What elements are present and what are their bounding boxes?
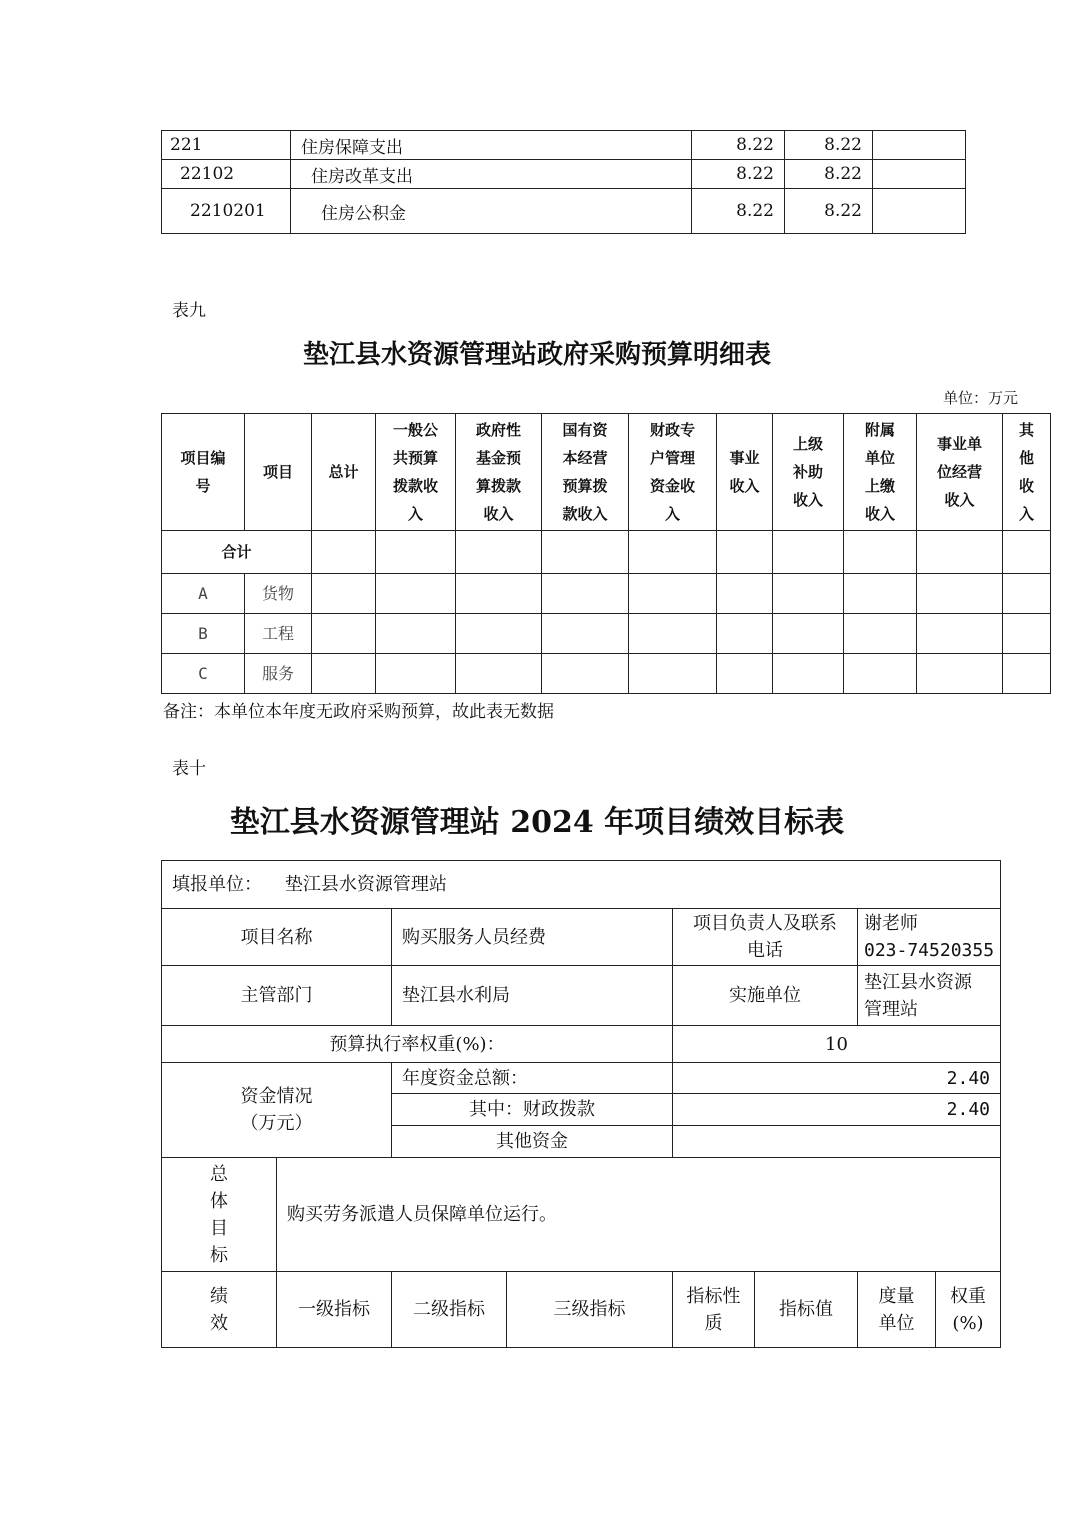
fill-unit-label: 填报单位： <box>172 874 262 895</box>
table9-cell <box>844 574 917 614</box>
table9-header-cell: 附属 单位 上缴 收入 <box>844 414 917 531</box>
expense-value <box>873 131 966 160</box>
table9-cell <box>717 574 773 614</box>
table9-cell <box>629 654 717 694</box>
table9-cell <box>773 574 844 614</box>
table9-title: 垫江县水资源管理站政府采购预算明细表 <box>302 340 771 370</box>
table9-cell <box>542 654 629 694</box>
table9-unit: 单位：万元 <box>943 389 1019 407</box>
table9-header-cell: 项目编 号 <box>162 414 245 531</box>
perf-header-cell: 二级指标 <box>392 1272 507 1348</box>
table9-row-code: C <box>162 654 245 694</box>
table9-cell <box>917 614 1003 654</box>
table9-row-name: 货物 <box>245 574 312 614</box>
goal-value: 购买劳务派遣人员保障单位运行。 <box>277 1158 1001 1272</box>
table9-row <box>162 614 1051 654</box>
expense-name: 住房改革支出 <box>291 160 692 189</box>
table9-cell <box>376 614 456 654</box>
expense-code: 221 <box>162 131 291 160</box>
contact-value: 谢老师 023-74520355 <box>858 909 1001 966</box>
table9-note: 备注：本单位本年度无政府采购预算，故此表无数据 <box>163 702 554 722</box>
table9-cell <box>917 654 1003 694</box>
table9-cell <box>542 574 629 614</box>
goal-label: 总 体 目 标 <box>162 1158 277 1272</box>
perf-header-cell: 一级指标 <box>277 1272 392 1348</box>
table9-row-code: B <box>162 614 245 654</box>
table9-header-cell: 项目 <box>245 414 312 531</box>
table9-row-code: A <box>162 574 245 614</box>
performance-goal-table <box>161 860 1001 1348</box>
expense-value: 8.22 <box>785 131 873 160</box>
table9-header-cell: 其 他 收 入 <box>1003 414 1051 531</box>
table9-row <box>162 654 1051 694</box>
expense-name: 住房保障支出 <box>291 131 692 160</box>
table9-header-cell: 政府性 基金预 算拨款 收入 <box>456 414 542 531</box>
table9-cell <box>456 654 542 694</box>
rate-value: 10 <box>673 1026 1001 1063</box>
table9-cell <box>456 574 542 614</box>
table9-cell <box>629 614 717 654</box>
dept-value: 垫江县水利局 <box>392 966 673 1026</box>
table9-row-name: 工程 <box>245 614 312 654</box>
procurement-budget-table <box>161 413 1051 694</box>
rate-label: 预算执行率权重(%)： <box>162 1026 673 1063</box>
expense-row <box>162 189 966 234</box>
table9-cell <box>844 614 917 654</box>
dept-label: 主管部门 <box>162 966 392 1026</box>
impl-value: 垫江县水资源 管理站 <box>858 966 1001 1026</box>
table9-cell <box>773 614 844 654</box>
fund-total-value: 2.40 <box>673 1063 1001 1094</box>
table9-cell <box>312 614 376 654</box>
project-name-label: 项目名称 <box>162 909 392 966</box>
table9-cell <box>312 574 376 614</box>
perf-header-cell: 三级指标 <box>507 1272 673 1348</box>
table9-label: 表九 <box>172 301 206 321</box>
fund-label: 资金情况 （万元） <box>162 1063 392 1158</box>
table9-row-name: 服务 <box>245 654 312 694</box>
perf-header-cell: 权重 (%) <box>936 1272 1001 1348</box>
expense-code: 22102 <box>162 160 291 189</box>
table9-header-cell: 财政专 户管理 资金收 入 <box>629 414 717 531</box>
expense-row <box>162 160 966 189</box>
table9-cell <box>717 614 773 654</box>
expense-row <box>162 131 966 160</box>
perf-header-cell: 指标性 质 <box>673 1272 755 1348</box>
table10-title: 垫江县水资源管理站 2024 年项目绩效目标表 <box>229 805 845 840</box>
table9-header-cell: 一般公 共预算 拨款收 入 <box>376 414 456 531</box>
table9-cell <box>773 654 844 694</box>
fund-total-label: 年度资金总额： <box>392 1063 673 1094</box>
table9-cell <box>1003 574 1051 614</box>
fill-unit-value: 垫江县水资源管理站 <box>284 874 447 895</box>
expense-value: 8.22 <box>785 160 873 189</box>
table9-header-cell: 事业 收入 <box>717 414 773 531</box>
table9-cell <box>312 654 376 694</box>
contact-label: 项目负责人及联系 电话 <box>673 909 858 966</box>
table9-cell <box>717 654 773 694</box>
table9-cell <box>917 574 1003 614</box>
fund-fiscal-label: 其中：财政拨款 <box>392 1094 673 1126</box>
expense-value: 8.22 <box>692 189 785 234</box>
impl-label: 实施单位 <box>673 966 858 1026</box>
fund-other-value <box>673 1126 1001 1158</box>
table9-cell <box>376 574 456 614</box>
fund-fiscal-value: 2.40 <box>673 1094 1001 1126</box>
expense-value <box>873 189 966 234</box>
expense-value: 8.22 <box>785 189 873 234</box>
table9-row <box>162 574 1051 614</box>
perf-label: 绩 效 <box>162 1272 277 1348</box>
table9-header-cell: 总计 <box>312 414 376 531</box>
expense-value: 8.22 <box>692 160 785 189</box>
table9-cell <box>629 574 717 614</box>
table9-header-row <box>162 414 1051 531</box>
project-name-value: 购买服务人员经费 <box>392 909 673 966</box>
table10-label: 表十 <box>172 759 206 779</box>
fund-other-label: 其他资金 <box>392 1126 673 1158</box>
expense-value <box>873 160 966 189</box>
table9-header-cell: 上级 补助 收入 <box>773 414 844 531</box>
table9-cell <box>456 614 542 654</box>
table9-cell <box>1003 654 1051 694</box>
table9-cell <box>1003 614 1051 654</box>
table9-total-row <box>162 531 1051 574</box>
table9-header-cell: 国有资 本经营 预算拨 款收入 <box>542 414 629 531</box>
perf-header-cell: 度量 单位 <box>858 1272 936 1348</box>
expense-value: 8.22 <box>692 131 785 160</box>
table9-cell <box>376 654 456 694</box>
fill-unit-cell <box>162 861 1001 909</box>
expense-name: 住房公积金 <box>291 189 692 234</box>
table9-total-label: 合计 <box>162 531 312 574</box>
perf-header-cell: 指标值 <box>755 1272 858 1348</box>
table9-header-cell: 事业单 位经营 收入 <box>917 414 1003 531</box>
table9-cell <box>844 654 917 694</box>
expense-code: 2210201 <box>162 189 291 234</box>
expense-table <box>161 130 966 234</box>
table9-cell <box>542 614 629 654</box>
